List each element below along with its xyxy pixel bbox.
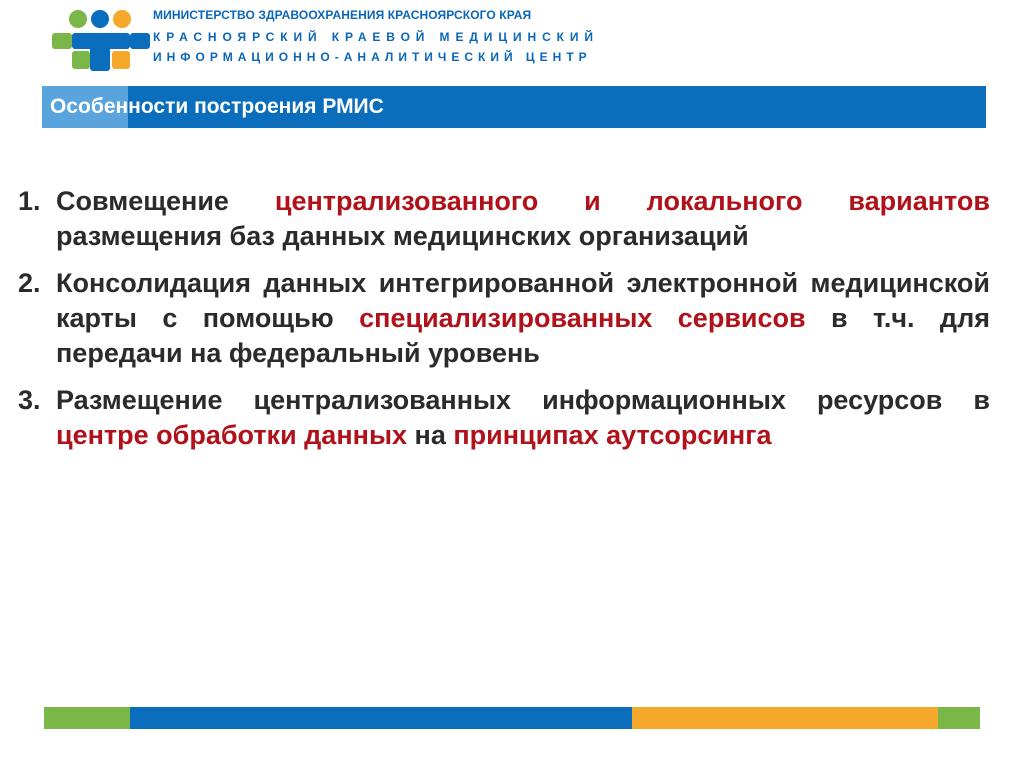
item-segment-highlight: централизованного и локального вариантов: [274, 186, 990, 216]
content-list: [18, 184, 990, 465]
item-segment: Совмещение: [56, 186, 275, 216]
item-segment: Размещение централизованных информационных ресурсов в: [56, 385, 990, 415]
organization-name: [153, 8, 599, 64]
slide-title: Особенности построения РМИС: [50, 95, 384, 118]
list-item: [18, 383, 990, 453]
org-center-line2: ИНФОРМАЦИОННО-АНАЛИТИЧЕСКИЙ ЦЕНТР: [153, 50, 592, 64]
list-item: [18, 266, 990, 371]
item-segment: на: [407, 420, 454, 450]
item-segment-highlight: принципах аутсорсинга: [453, 420, 772, 450]
item-segment-highlight: специализированных сервисов: [359, 303, 806, 333]
footer-segment-green: [44, 707, 130, 729]
list-item: [18, 184, 990, 254]
footer-color-bar: [44, 707, 980, 729]
org-center-line1: КРАСНОЯРСКИЙ КРАЕВОЙ МЕДИЦИНСКИЙ: [153, 30, 599, 44]
footer-segment-blue: [130, 707, 632, 729]
item-text: [56, 383, 990, 453]
footer-segment-green-end: [938, 707, 980, 729]
item-number: 2.: [18, 268, 41, 298]
item-text: [56, 184, 990, 254]
item-number: 3.: [18, 385, 41, 415]
item-segment: Консолидация данных интегрированной электронной медицинской карты с помощью: [56, 268, 990, 333]
footer-segment-orange: [632, 707, 938, 729]
item-segment-highlight: центре обработки данных: [56, 420, 408, 450]
title-bar: [42, 86, 986, 128]
item-text: [56, 266, 990, 371]
item-segment: в т.ч. для передачи на федеральный уровень: [56, 303, 990, 368]
org-ministry: МИНИСТЕРСТВО ЗДРАВООХРАНЕНИЯ КРАСНОЯРСКОГО КРАЯ: [153, 8, 532, 22]
ministry-logo: [50, 5, 160, 73]
item-segment: размещения баз данных медицинских организаций: [56, 221, 749, 251]
item-number: 1.: [18, 186, 41, 216]
